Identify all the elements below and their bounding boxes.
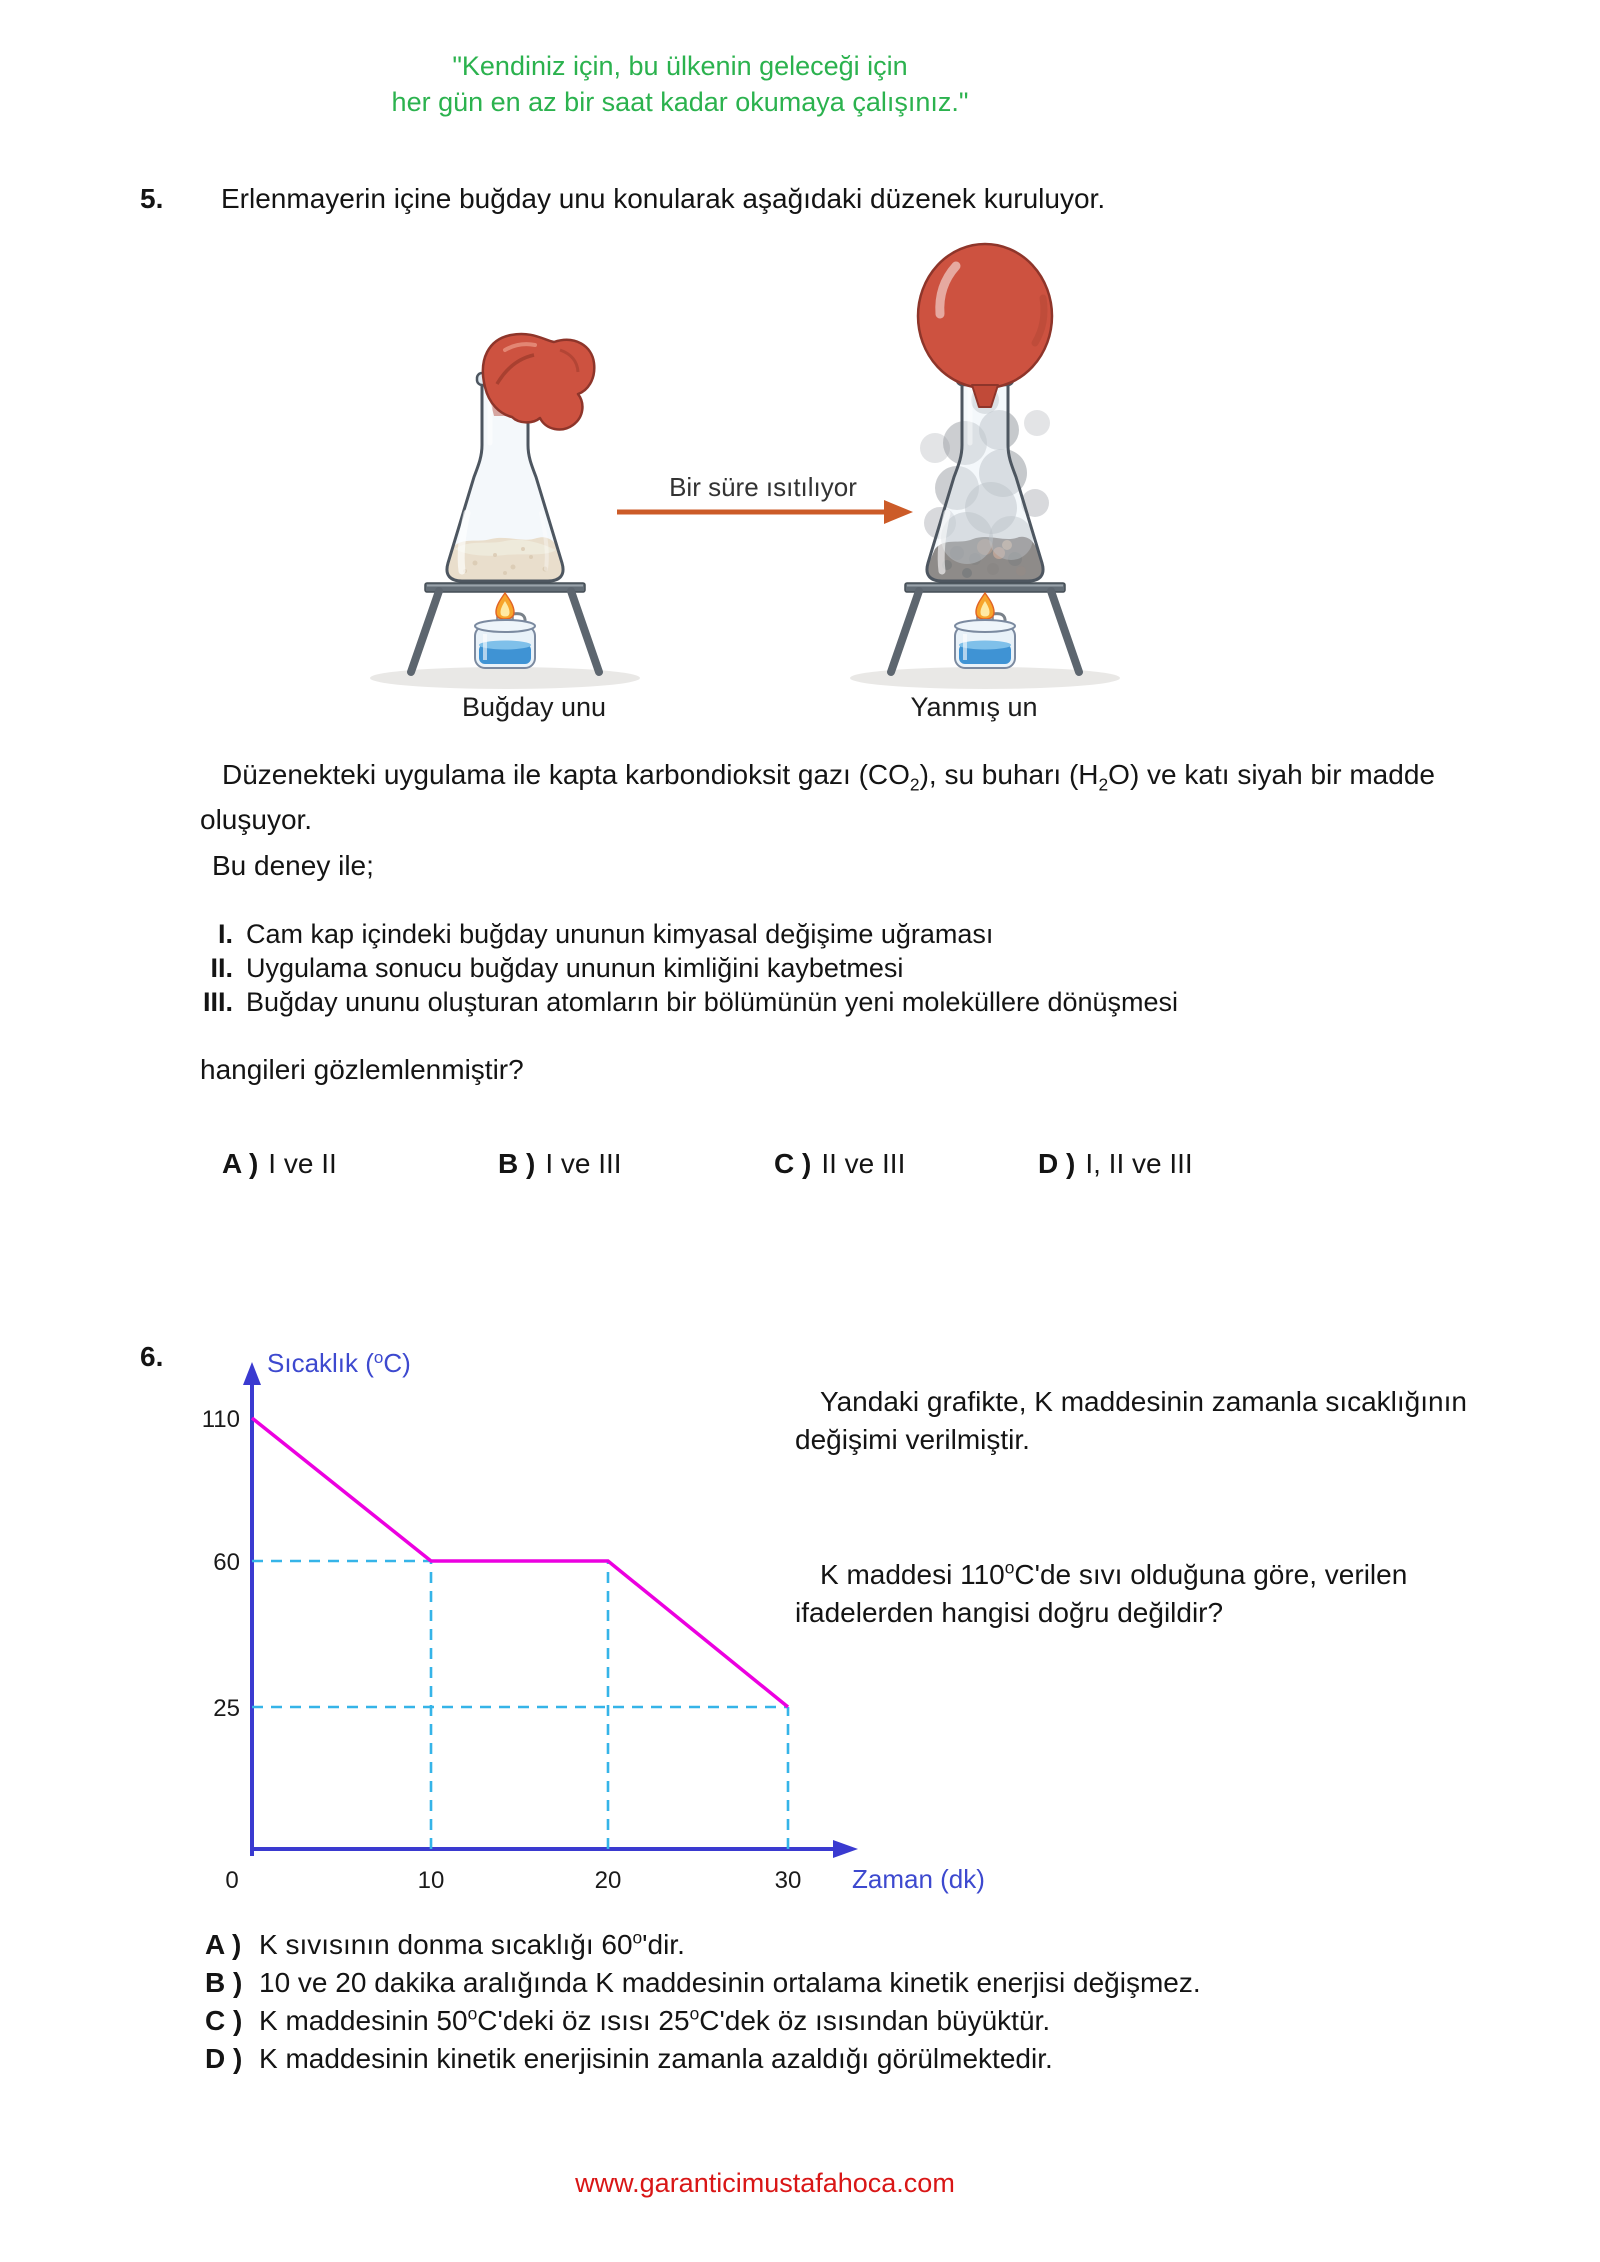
option-letter: D ) (205, 2043, 243, 2074)
q5-paragraph (200, 752, 1510, 842)
q5-number: 5. (140, 183, 164, 214)
y-axis-arrow-icon (243, 1362, 261, 1385)
option-text: 10 ve 20 dakika aralığında K maddesinin ortalama kinetik enerjisi değişmez. (259, 1967, 1201, 1998)
flask-wheat-flour (411, 334, 599, 672)
arrow-head-icon (884, 500, 913, 524)
q6-number: 6. (140, 1341, 164, 1372)
dashed-guide-lines (252, 1561, 788, 1849)
option-text: K sıvısının donma sıcaklığı 60$^o$'dir. (259, 1927, 685, 1960)
x-tick-label: 0 (225, 1867, 239, 1894)
x-axis-arrow-icon (833, 1840, 858, 1858)
inflated-balloon-icon (918, 244, 1052, 407)
axis-tick-labels (202, 1406, 802, 1894)
option-text: K maddesinin kinetik enerjisinin zamanla azaldığı görülmektedir. (259, 2043, 1053, 2074)
q5-option-d (1038, 1148, 1193, 1180)
statement-text: Uygulama sonucu buğday ununun kimliğini kaybetmesi (246, 953, 904, 983)
y-tick-label: 110 (201, 1406, 240, 1433)
y-tick-label: 60 (213, 1549, 240, 1576)
q6-options (205, 1926, 1535, 2078)
statement-row (187, 917, 1467, 951)
x-tick-label: 30 (774, 1867, 802, 1894)
q6-intro-line1: Yandaki grafikte, K maddesinin zamanla sıcaklığının (820, 1386, 1467, 1417)
header-quote (80, 48, 1280, 120)
q6-option-c (205, 2002, 1535, 2040)
q6-question-text (795, 1556, 1485, 1632)
q6-question-line2: ifadelerden hangisi doğru değildir? (795, 1597, 1224, 1628)
statement-row (187, 985, 1467, 1019)
q5-option-c (774, 1148, 905, 1180)
option-letter: B ) (498, 1148, 536, 1179)
option-letter: B ) (205, 1967, 243, 1998)
option-letter: C ) (205, 2005, 243, 2036)
option-text: I ve II (268, 1148, 337, 1179)
x-tick-label: 10 (417, 1867, 445, 1894)
q5-paragraph-line2: oluşuyor. (200, 804, 313, 835)
q6-question-line1: K maddesi 110$^o$C'de sıvı olduğuna göre, verilen (820, 1557, 1408, 1590)
y-axis-title: Sıcaklık ($^o$C) (267, 1348, 411, 1378)
option-text: I ve III (545, 1148, 622, 1179)
header-quote-line2: her gün en az bir saat kadar okumaya çalışınız." (391, 87, 969, 117)
q5-lead-in: Bu deney ile; (212, 850, 374, 881)
arrow-label: Bir süre ısıtılıyor (669, 472, 857, 502)
option-letter: A ) (222, 1148, 259, 1179)
q5-paragraph-line1: Düzenekteki uygulama ile kapta karbondioksit gazı $(CO_2)$, su buharı $(H_2O)$ ve katı siyah bir madde (222, 759, 1435, 795)
statement-row (187, 951, 1467, 985)
y-tick-label: 25 (213, 1695, 240, 1722)
option-letter: C ) (774, 1148, 812, 1179)
q5-option-a (222, 1148, 337, 1180)
statement-numeral: I. (217, 919, 233, 949)
option-text: II ve III (821, 1148, 906, 1179)
spirit-lamp-icon (475, 593, 535, 668)
statement-text: Cam kap içindeki buğday ununun kimyasal değişime uğraması (246, 919, 994, 949)
footer-url: www.garanticimustafahoca.com (575, 2168, 955, 2198)
q5-prompt: Erlenmayerin içine buğday unu konularak aşağıdaki düzenek kuruluyor. (221, 183, 1106, 214)
q6-option-d (205, 2040, 1535, 2078)
q6-intro-text (795, 1383, 1485, 1459)
statement-numeral: II. (210, 953, 233, 983)
temperature-curve (252, 1418, 788, 1707)
header-quote-line1: "Kendiniz için, bu ülkenin geleceği için (452, 51, 908, 81)
q5-question: hangileri gözlemlenmiştir? (200, 1054, 524, 1085)
left-flask-caption: Buğday unu (461, 692, 607, 722)
q6-option-b (205, 1964, 1535, 2002)
option-letter: D ) (1038, 1148, 1076, 1179)
x-tick-label: 20 (594, 1867, 622, 1894)
q6-intro-line2: değişimi verilmiştir. (795, 1424, 1030, 1455)
flask-burnt-flour (891, 244, 1079, 672)
transition-arrow (617, 472, 913, 524)
q5-statements (187, 917, 1467, 1019)
option-text: K maddesinin 50$^o$C'deki öz ısısı 25$^o$C'dek öz ısısından büyüktür. (259, 2003, 1051, 2036)
statement-numeral: III. (202, 987, 233, 1017)
spirit-lamp-icon (955, 593, 1015, 668)
option-letter: A ) (205, 1929, 242, 1960)
x-axis-title: Zaman (dk) (852, 1864, 985, 1894)
statement-text: Buğday ununu oluşturan atomların bir bölümünün yeni moleküllere dönüşmesi (246, 987, 1179, 1017)
q5-option-b (498, 1148, 622, 1180)
q6-option-a (205, 1926, 1535, 1964)
experiment-illustration (335, 238, 1195, 730)
option-text: I, II ve III (1085, 1148, 1193, 1179)
right-flask-caption: Yanmış un (910, 692, 1038, 722)
